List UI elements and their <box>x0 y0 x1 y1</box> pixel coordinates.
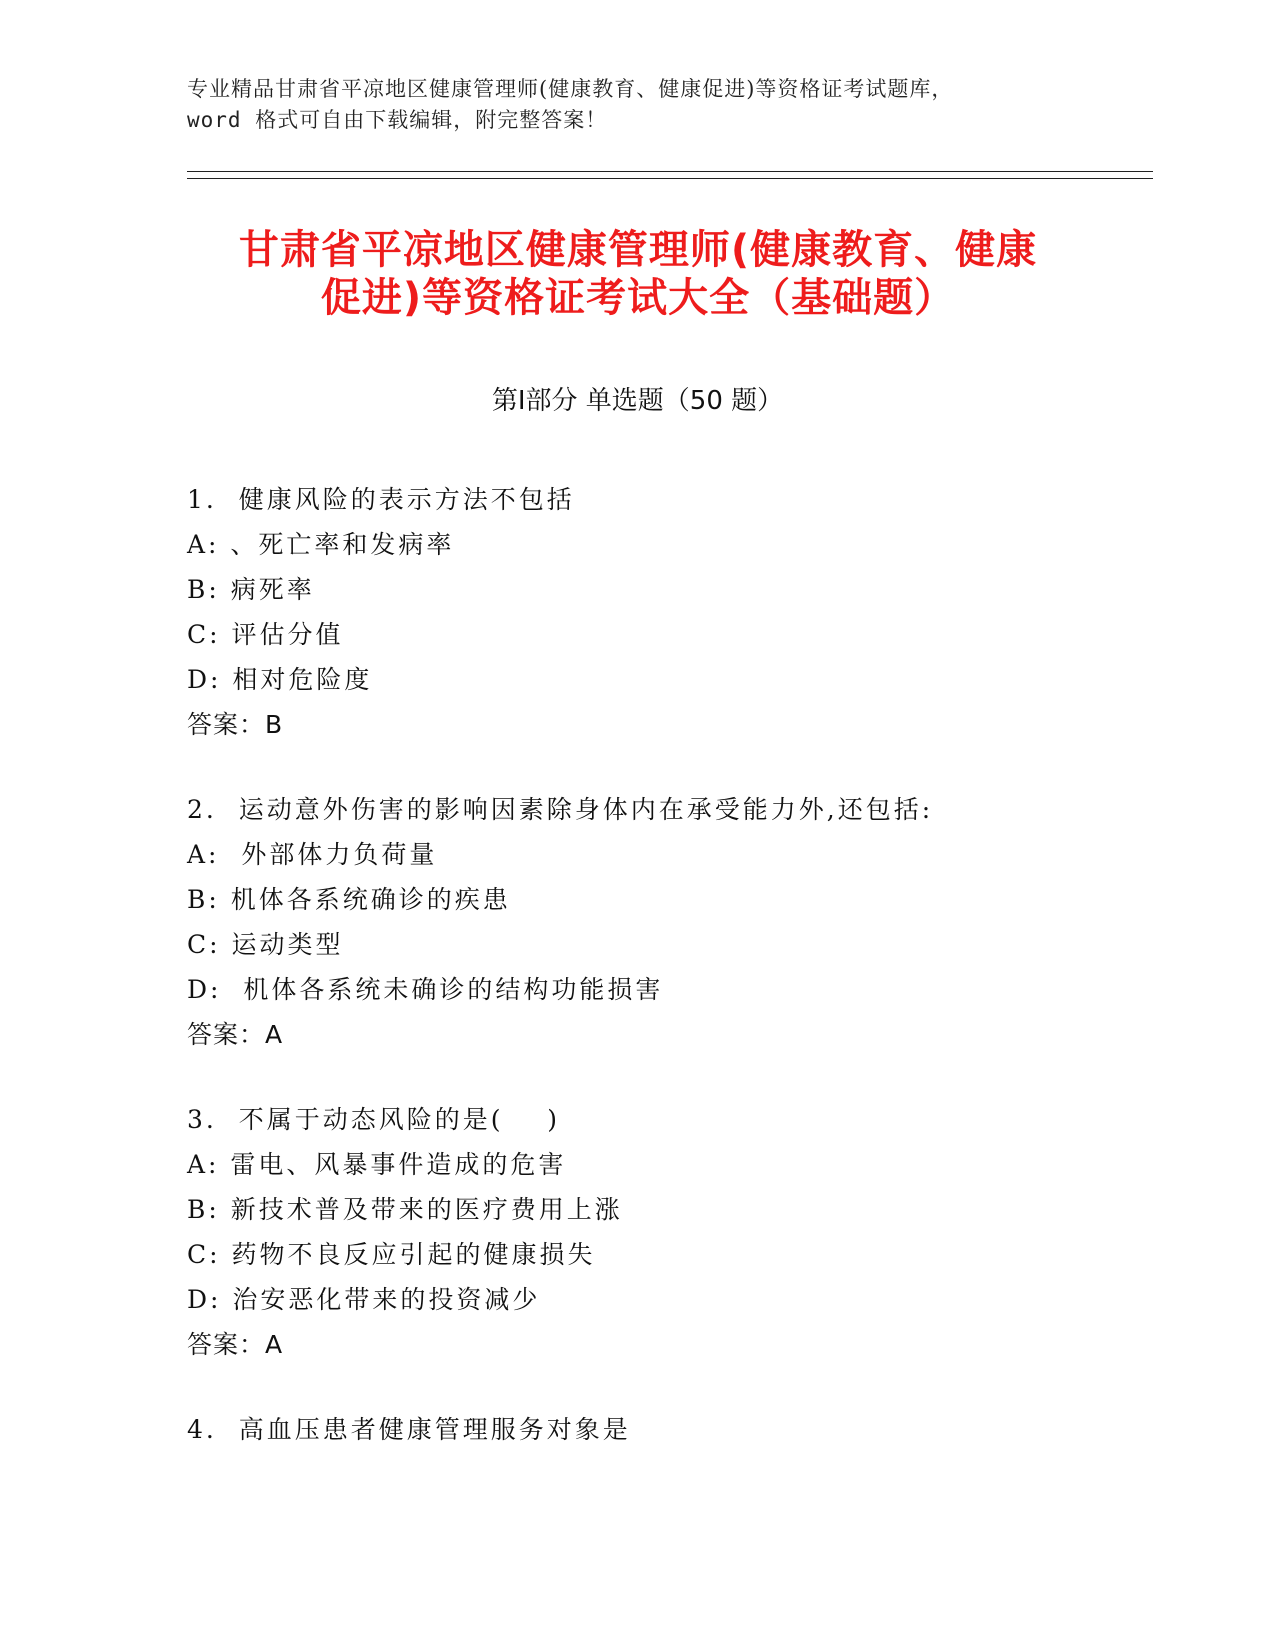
question-stem: 1. 健康风险的表示方法不包括 <box>187 485 575 514</box>
document-title-line-1: 甘肃省平凉地区健康管理师(健康教育、健康 <box>238 227 1038 273</box>
answer: 答案：A <box>187 1020 284 1049</box>
question-3 <box>187 1097 1147 1367</box>
header-divider-top <box>187 171 1153 172</box>
option-a: A: 外部体力负荷量 <box>187 840 438 869</box>
document-title-line-2: 促进)等资格证考试大全（基础题） <box>320 275 956 321</box>
option-c: C: 评估分值 <box>187 620 344 649</box>
option-d: D: 相对危险度 <box>187 665 373 694</box>
section-title: 第Ⅰ部分 单选题（50 题） <box>491 386 784 416</box>
question-stem: 3. 不属于动态风险的是( ) <box>187 1105 561 1134</box>
header-note-line-2: word 格式可自由下载编辑，附完整答案！ <box>187 108 608 132</box>
option-a: A: 、死亡率和发病率 <box>187 530 455 559</box>
option-d: D: 治安恶化带来的投资减少 <box>187 1285 541 1314</box>
answer: 答案：A <box>187 1330 284 1359</box>
answer: 答案：B <box>187 710 284 739</box>
question-stem: 4. 高血压患者健康管理服务对象是 <box>187 1415 631 1444</box>
option-c: C: 运动类型 <box>187 930 344 959</box>
question-1 <box>187 477 1147 747</box>
option-d: D: 机体各系统未确诊的结构功能损害 <box>187 975 664 1004</box>
option-b: B: 病死率 <box>187 575 315 604</box>
question-stem: 2. 运动意外伤害的影响因素除身体内在承受能力外,还包括: <box>187 795 934 824</box>
header-divider-bottom <box>187 178 1153 179</box>
question-4 <box>187 1407 1147 1452</box>
header-note <box>187 74 1087 136</box>
option-a: A: 雷电、风暴事件造成的危害 <box>187 1150 567 1179</box>
header-note-line-1: 专业精品甘肃省平凉地区健康管理师(健康教育、健康促进)等资格证考试题库， <box>187 77 954 101</box>
option-c: C: 药物不良反应引起的健康损失 <box>187 1240 596 1269</box>
option-b: B: 新技术普及带来的医疗费用上涨 <box>187 1195 623 1224</box>
question-2 <box>187 787 1147 1057</box>
option-b: B: 机体各系统确诊的疾患 <box>187 885 511 914</box>
question-list <box>187 477 1147 1492</box>
document-title <box>150 226 1126 322</box>
